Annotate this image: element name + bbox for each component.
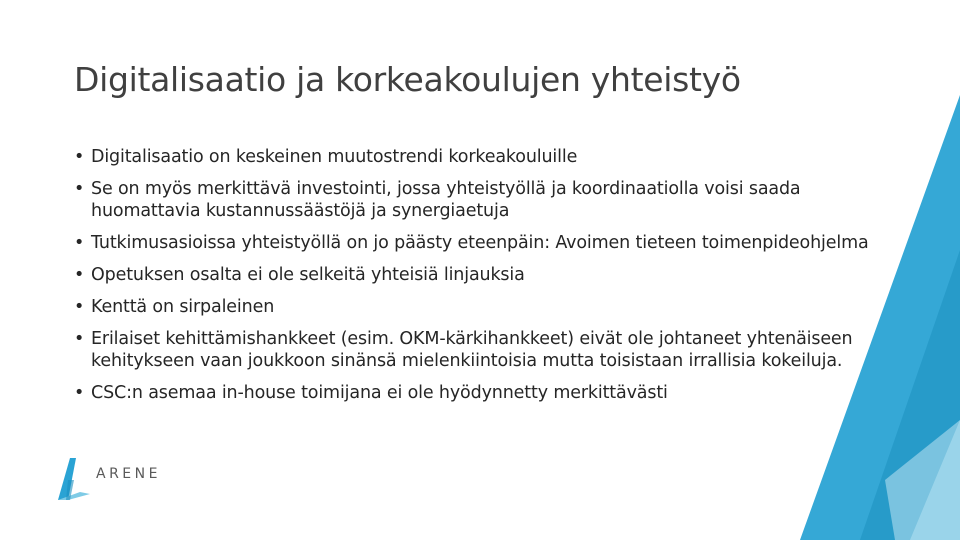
logo-text: ARENE (96, 466, 161, 482)
bullet-marker: • (74, 329, 85, 349)
bullet-text: Kenttä on sirpaleinen (91, 297, 275, 317)
bullet-text: CSC:n asemaa in-house toimijana ei ole hyödynnetty merkittävästi (91, 383, 668, 403)
bullet-marker: • (74, 383, 85, 403)
bullet-item (74, 296, 904, 318)
bullet-text: Se on myös merkittävä investointi, jossa yhteistyöllä ja koordinaatiolla voisi saada huomattavia kustannussäästöjä ja synergiaetuja (91, 179, 801, 221)
bullet-item (74, 232, 904, 254)
bullet-marker: • (74, 233, 85, 253)
bullet-marker: • (74, 179, 85, 199)
bullet-item (74, 328, 904, 372)
bullet-item (74, 264, 904, 286)
bullet-marker: • (74, 265, 85, 285)
bullet-marker: • (74, 297, 85, 317)
bullet-text: Digitalisaatio on keskeinen muutostrendi korkeakouluille (91, 147, 578, 167)
bullet-text: Opetuksen osalta ei ole selkeitä yhteisiä linjauksia (91, 265, 525, 285)
bullet-text: Erilaiset kehittämishankkeet (esim. OKM-kärkihankkeet) eivät ole johtaneet yhtenäiseen kehitykseen vaan joukkoon sinänsä mielenkiintoisia mutta toisistaan irrallisia kokeiluja. (91, 329, 853, 371)
bullet-item (74, 178, 904, 222)
bullet-item (74, 382, 904, 404)
slide-title: Digitalisaatio ja korkeakoulujen yhteistyö (74, 60, 741, 99)
bullet-list (74, 146, 904, 414)
bullet-marker: • (74, 147, 85, 167)
bullet-text: Tutkimusasioissa yhteistyöllä on jo päästy eteenpäin: Avoimen tieteen toimenpideohjelma (91, 233, 869, 253)
bullet-item (74, 146, 904, 168)
